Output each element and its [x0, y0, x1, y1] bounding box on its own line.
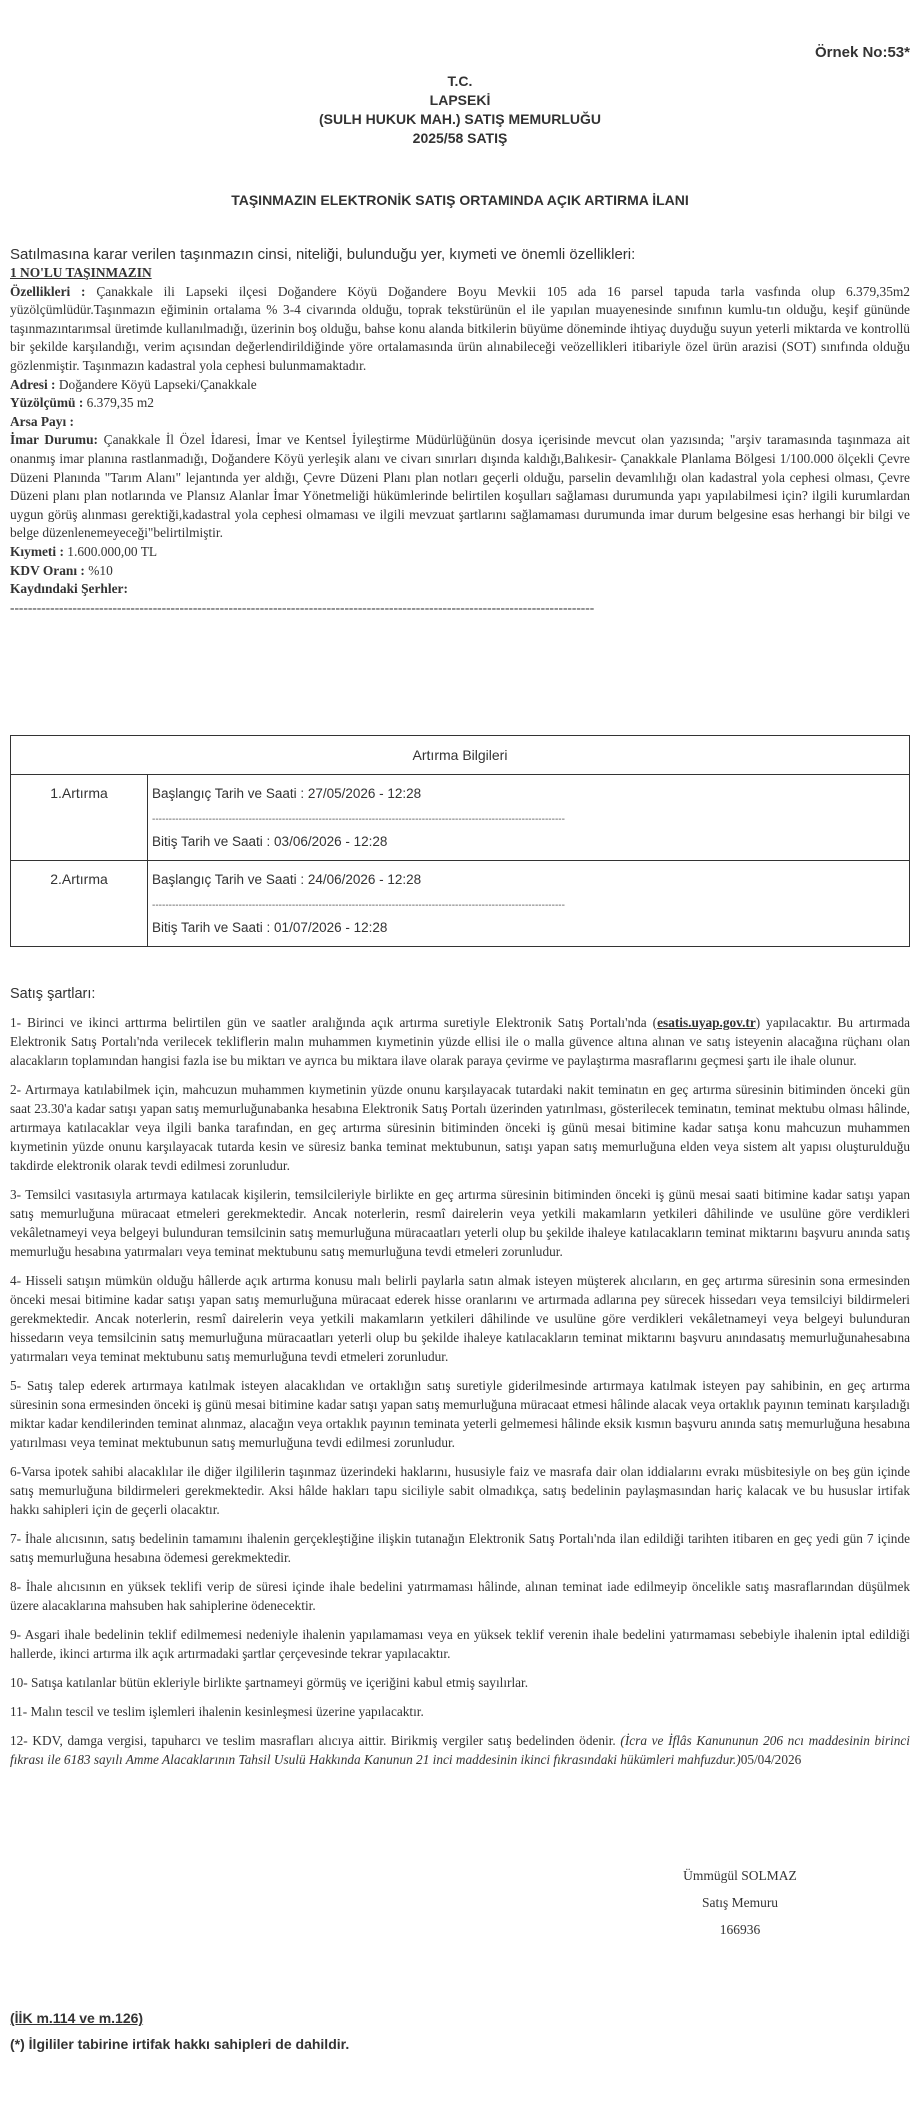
- notice-date: 05/04/2026: [740, 1752, 802, 1767]
- term-item: 11- Malın tescil ve teslim işlemleri ihalenin kesinleşmesi üzerine yapılacaktır.: [10, 1704, 424, 1719]
- auction-row-separator: ----------------------------------------------------------------------------------------------------------------------------: [152, 900, 565, 911]
- esatis-portal-link[interactable]: esatis.uyap.gov.tr: [657, 1015, 756, 1030]
- signatory-name: Ümmügül SOLMAZ: [683, 1868, 797, 1883]
- term-item: 6-Varsa ipotek sahibi alacaklılar ile diğer ilgililerin taşınmaz üzerindeki haklarını, hususiyle faiz ve masrafa dair olan iddialarını evrakı müsbitesiyle on beş gün içinde satış memurluğuna bildirmeleri gerekmektedir. Aksi hâlde hakları tapu siciliyle sabit olmadıkça, satış bedelinin paylaşmasından hariç kalacak ve bu hususlar irtifak hakkı sahipleri için de geçerli olacaktır.: [10, 1464, 910, 1517]
- auction-row: [11, 775, 910, 861]
- term-item: 4- Hisseli satışın mümkün olduğu hâllerde açık artırma konusu malı belirli paylarla satın almak isteyen müşterek alıcıların, en geç artırma süresinin sona ermesinden önceki mesai bitimine kadar satışı yapan satış memurluğuna müracaat ederek hisse oranlarını ve artırmada adlarına pey sürecek hissedarı veya temsilciyi bildirmeleri gerekmektedir. Ancak noterlerin, resmî dairelerin veya yetkili makamların yetkileri dâhilinde ve usulüne göre verdikleri vekâletnameyi veya belgeyi bulunduran hissedarın veya temsilcinin satış memurluğuna müracaatları yeterli olup bu şekilde ihaleye katılacakların teminat miktarını başvuru anındasatış memurluğunahesabına yatırmaları veya teminat mektubunu satış memurluğuna tevdi etmeleri zorunludur.: [10, 1273, 910, 1364]
- sample-number: Örnek No:53*: [814, 44, 910, 61]
- share-label: Arsa Payı :: [10, 413, 74, 429]
- property-encumbrances: [10, 580, 910, 599]
- auction-table-caption: Artırma Bilgileri: [11, 736, 910, 775]
- term-1-text-b: ) yapılacaktır. Bu artırmada Elektronik Satış Portalı'nda verilecek tekliflerin malın muhammen kıymetinin yüzde ellisi ile o malla güvence altına alınan ve satış isteyenin alacağına rüçhanı olan alacakların toplamından hangisi fazla ise bu miktarı ve ayrıca bu miktara ilave olarak paraya çevirme ve paylaştırma masraflarını geçmesi şartı ile ihale olunur.: [10, 1015, 910, 1068]
- authority-header: [10, 72, 910, 148]
- area-label: Yüzölçümü :: [10, 395, 84, 411]
- property-share: [10, 413, 910, 432]
- term-item: 7- İhale alıcısının, satış bedelinin tamamını ihalenin gerçekleştiğine ilişkin tutanağın Elektronik Satış Portalı'nda ilan edildiği tarihten itibaren en geç yedi gün 7 içinde satış memurluğuna hesabına ödemesi gerekmektedir.: [10, 1531, 910, 1565]
- term-item: 2- Artırmaya katılabilmek için, mahcuzun muhammen kıymetinin yüzde onunu karşılayacak tutardaki nakit teminatın en geç artırma süresinin bitiminden önceki gün saat 23.30'a kadar satışı yapan satış memurluğunabanka hesabına Elektronik Satış Portalı üzerinden yatırılması, gösterilecek teminatın, teminat mektubu olması hâlinde, artırmaya katılacaklar veya ilgili banka tarafından, en geç artırma süresinin bitiminden önceki iş günü mesai bitimine kadar satışa konu mahcuzun muhammen kıymetinin yüzde onunu karşılayacak tutarda kesin ve süresiz banka teminat mektubunun, satışı yapan satış memurluğuna elden veya sistem alt yapısı oluşturulduğu takdirde elektronik olarak tevdi edilmesi zorunludur.: [10, 1082, 910, 1173]
- features-label: Özellikleri :: [10, 283, 86, 299]
- property-value: [10, 543, 910, 562]
- vat-text: %10: [88, 562, 113, 578]
- auction-row: [11, 861, 910, 947]
- header-tc: T.C.: [447, 73, 473, 89]
- value-label: Kıymeti :: [10, 543, 64, 559]
- term-1-text-a: 1- Birinci ve ikinci arttırma belirtilen gün ve saatler aralığında açık artırma suretiyle Elektronik Satış Portalı'nda (: [10, 1015, 658, 1030]
- header-file-number: 2025/58 SATIŞ: [412, 130, 508, 146]
- intro-text: Satılmasına karar verilen taşınmazın cinsi, niteliği, bulunduğu yer, kıymeti ve önemli özellikleri:: [10, 246, 636, 263]
- zoning-label: İmar Durumu:: [10, 432, 98, 448]
- term-item: 10- Satışa katılanlar bütün ekleriyle birlikte şartnameyi görmüş ve içeriğini kabul etmiş sayılırlar.: [10, 1675, 529, 1690]
- auction-row-dates: [148, 775, 910, 861]
- property-vat: [10, 562, 910, 581]
- zoning-text: Çanakkale İl Özel İdaresi, İmar ve Kentsel İyileştirme Müdürlüğünün dosya içerisinde mevcut olan yazısında; "arşiv taramasında taşınmaza ait onanmış imar planına rastlanmadığı, Doğandere Köyü yerleşik alanı ve civarı sınırları dışında kaldığı,Balıkesir- Çanakkale Planlama Bölgesi 1/100.000 ölçekli Çevre Düzeni Planında "Tarım Alanı" lejantında yer aldığı, Çevre Düzeni Planı plan notları geçerli olduğu, parselin devamlılığı olan kadastral yola cephesi olması, Çevre Düzeni planı plan notlarında ve Plansız Alanlar İmar Yönetmeliği hükümlerinde belirtilen koşulları sağlaması durumunda yapı yapılabilmesi için? ilgili kurumlardan uygun görüş alınması gerektiği,kadastral yola cephesi olmaması ve ilgili mevzuat şartlarını sağlamaması durumunda imar durum belgesine esas herhangi bir bilgi ve belge düzenlenemeyeceği"belirtilmiştir.: [10, 432, 910, 541]
- header-office: (SULH HUKUK MAH.) SATIŞ MEMURLUĞU: [318, 111, 602, 127]
- term-item: 3- Temsilci vasıtasıyla artırmaya katılacak kişilerin, temsilcileriyle birlikte en geç artırma süresinin bitiminden önceki iş günü mesai saati bitimine kadar satışı yapan satış memurluğuna müracaat etmeleri gerekmektedir. Ancak noterlerin, resmî dairelerin veya yetkili makamların yetkileri dâhilinde ve usulüne göre verdikleri vekâletnameyi veya belgeyi bulunduran temsilcinin satış memurluğuna müracaatları yeterli olup bu şekilde ihaleye katılacakların teminat miktarını başvuru anında satış memurluğu hesabına yatırmaları veya teminat mektubunu satış memurluğuna tevdi etmeleri zorunludur.: [10, 1187, 910, 1259]
- signature-block: [650, 1862, 830, 1943]
- auction-row-label: 2.Artırma: [11, 861, 148, 947]
- property-address: [10, 376, 910, 395]
- value-text: 1.600.000,00 TL: [67, 543, 158, 559]
- address-label: Adresi :: [10, 376, 56, 392]
- signatory-id: 166936: [719, 1922, 761, 1937]
- property-details: [10, 264, 910, 617]
- area-text: 6.379,35 m2: [86, 395, 154, 411]
- footnote: (*) İlgililer tabirine irtifak hakkı sahipleri de dahildir.: [10, 2036, 350, 2052]
- term-item: 5- Satış talep ederek artırmaya katılmak isteyen alacaklıdan ve ortaklığın satış suretiyle giderilmesinde artırmaya katılmak isteyen pay sahibinin, en geç artırma süresinin sona ermesinden önceki iş günü mesai bitimine kadar satışı yapan satış memurluğuna müracaat etmesi hâlinde alacak veya ortaklık payının teminatı karşıladığı miktar kadar kendilerinden teminat alınmaz, alacağın veya ortaklık payının teminata yeterli gelmemesi hâlinde eksik kısmın başvuru anında satış memurluğuna hesabına yatırılması veya teminat mektubunun satış memurluğuna tevdi edilmesi zorunludur.: [10, 1378, 910, 1450]
- auction-start: Başlangıç Tarih ve Saati : 27/05/2026 - 12:28: [152, 786, 422, 801]
- auction-start: Başlangıç Tarih ve Saati : 24/06/2026 - 12:28: [152, 872, 422, 887]
- property-features: [10, 283, 910, 376]
- law-reference: (İİK m.114 ve m.126): [10, 2010, 144, 2026]
- term-12-text: 12- KDV, damga vergisi, tapuharcı ve teslim masrafları alıcıya aittir. Birikmiş vergiler satış bedelinden ödenir.: [10, 1733, 621, 1748]
- property-zoning: [10, 431, 910, 543]
- property-area: [10, 394, 910, 413]
- address-text: Doğandere Köyü Lapseki/Çanakkale: [58, 376, 257, 392]
- sale-terms: [10, 1013, 910, 1779]
- terms-title: Satış şartları:: [10, 986, 96, 1002]
- details-divider: -----------------------------------------------------------------------------------------------------------------------------------: [10, 599, 595, 615]
- features-text: Çanakkale ili Lapseki ilçesi Doğandere Köyü Doğandere Boyu Mevkii 105 ada 16 parsel tapuda tarla vasfında olup 6.379,35m2 yüzölçümlüdür.Taşınmazın eğiminin ortalama % 3-4 civarında olduğu, toprak tekstürünün el ile yapılan muayenesinde sınıfının kumlu-tın olduğu, keşif gününde taşınmazıntarımsal üretimde kullanılmadığı, üzerinin boş olduğu, bahse konu alanda bitkilerin büyüme döneminde ihtiyaç duyduğu suyun yeterli miktarda ve kontrollü bir şekilde karşılandığı, verim açısından değerlendirildiğinde yöre ortalamasında ürün alınabileceği veözellikleri itibariyle özel ürün arazisi (SOT) sınıfında olduğu gözlenmiştir. Taşınmazın kadastral yola cephesi bulunmamaktadır.: [10, 283, 910, 373]
- vat-label: KDV Oranı :: [10, 562, 85, 578]
- term-item: [10, 1731, 910, 1769]
- signatory-role: Satış Memuru: [701, 1895, 779, 1910]
- auction-row-dates: [148, 861, 910, 947]
- auction-end: Bitiş Tarih ve Saati : 01/07/2026 - 12:28: [152, 920, 388, 935]
- term-item: 8- İhale alıcısının en yüksek teklifi verip de süresi içinde ihale bedelini yatırmaması hâlinde, alınan teminat iade edilmeyip öncelikle satış masraflarından düşülmek üzere alacaklarına mahsuben hak sahiplerine ödenecektir.: [10, 1579, 910, 1613]
- auction-info-table: [10, 735, 910, 947]
- term-12-legal-note: (İcra ve İflâs Kanununun 206 ncı maddesinin birinci fıkrası ile 6183 sayılı Amme Alacaklarının Tahsil Usulü Hakkında Kanunun 21 inci maddesinin ikinci fıkrasındaki hükümleri mahfuzdur.): [10, 1733, 910, 1767]
- notice-title: TAŞINMAZIN ELEKTRONİK SATIŞ ORTAMINDA AÇIK ARTIRMA İLANI: [231, 192, 689, 208]
- term-item: 9- Asgari ihale bedelinin teklif edilmemesi nedeniyle ihalenin yapılamaması veya en yüksek teklif verenin ihale bedelini yatırmaması sebebiyle ihalenin iptal edildiği hallerde, ikinci artırma ilk açık artırmadaki şartlar çerçevesinde tekrar yapılacaktır.: [10, 1627, 910, 1661]
- auction-end: Bitiş Tarih ve Saati : 03/06/2026 - 12:28: [152, 834, 388, 849]
- encumbrance-label: Kaydındaki Şerhler:: [10, 581, 128, 597]
- auction-row-label: 1.Artırma: [11, 775, 148, 861]
- auction-row-separator: ----------------------------------------------------------------------------------------------------------------------------: [152, 814, 565, 825]
- term-item: [10, 1013, 910, 1070]
- property-section-title: 1 NO'LU TAŞINMAZIN: [10, 265, 152, 280]
- header-city: LAPSEKİ: [429, 92, 491, 108]
